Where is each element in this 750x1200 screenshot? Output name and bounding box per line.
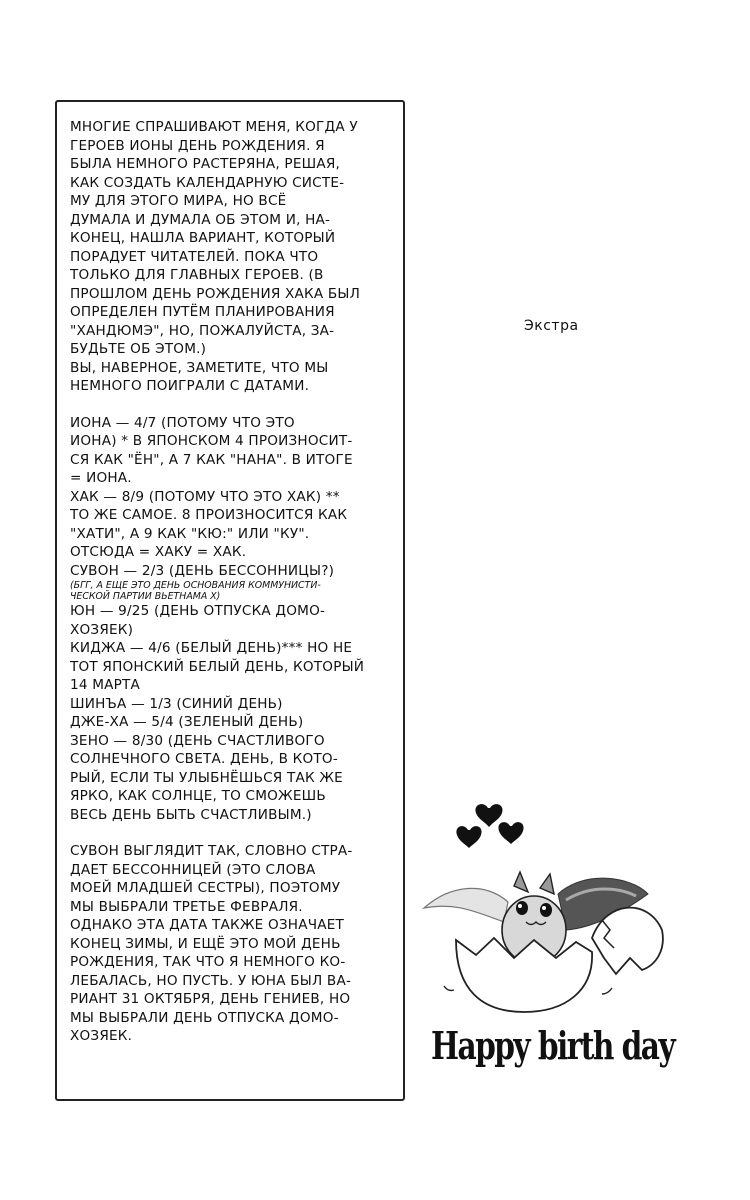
text-line: БУДЬТЕ ОБ ЭТОМ.) [70,341,207,357]
text-line: КИДЖА — 4/6 (БЕЛЫЙ ДЕНЬ)*** НО НЕ [70,640,353,656]
text-line: ЛЕБАЛАСЬ, НО ПУСТЬ. У ЮНА БЫЛ ВА- [70,972,352,989]
text-line: ХОЗЯЕК) [70,621,134,638]
eye-shine [542,906,546,910]
text-line: КОНЕЦ ЗИМЫ, И ЕЩЁ ЭТО МОЙ ДЕНЬ [70,935,341,952]
text-line: БЫЛА НЕМНОГО РАСТЕРЯНА, РЕШАЯ, [70,156,341,172]
heart-icon [475,804,502,827]
squirrel-eye [516,901,528,915]
squirrel-in-eggshell-illustration [416,790,676,1020]
text-line: ВЫ, НАВЕРНОЕ, ЗАМЕТИТЕ, ЧТО МЫ [70,359,329,376]
text-line: ИОНА) * В ЯПОНСКОМ 4 ПРОИЗНОСИТ- [70,433,353,449]
text-line: ХОЗЯЕК. [70,1028,133,1044]
heart-icon [456,826,481,848]
paragraph-suwon [70,842,402,1046]
text-line: ДЖЕ-ХА — 5/4 (ЗЕЛЕНЫЙ ДЕНЬ) [70,714,304,730]
squirrel-eye [540,903,552,917]
text-line: ГЕРОЕВ ИОНЫ ДЕНЬ РОЖДЕНИЯ. Я [70,137,325,154]
extra-label: Экстра [524,318,579,334]
text-line: РИАНТ 31 ОКТЯБРЯ, ДЕНЬ ГЕНИЕВ, НО [70,991,351,1007]
squirrel-ear [540,874,554,894]
text-line: ИОНА — 4/7 (ПОТОМУ ЧТО ЭТО [70,414,295,431]
text-line: ОТСЮДА = ХАКУ = ХАК. [70,544,247,560]
eye-shine [518,904,522,908]
text-line: СУВОН — 2/3 (ДЕНЬ БЕССОННИЦЫ?) [70,562,335,579]
text-line: МНОГИЕ СПРАШИВАЮТ МЕНЯ, КОГДА У [70,119,358,135]
text-line: НЕМНОГО ПОИГРАЛИ С ДАТАМИ. [70,378,310,394]
text-line: ШИНЪА — 1/3 (СИНИЙ ДЕНЬ) [70,695,283,712]
heart-icon [498,822,523,844]
text-line: КАК СОЗДАТЬ КАЛЕНДАРНУЮ СИСТЕ- [70,174,345,191]
text-line: "ХАНДЮМЭ", НО, ПОЖАЛУЙСТА, ЗА- [70,322,335,339]
text-line: ТО ЖЕ САМОЕ. 8 ПРОИЗНОСИТСЯ КАК [70,507,348,523]
paragraph-birthdays [70,414,402,825]
text-line: ПОРАДУЕТ ЧИТАТЕЛЕЙ. ПОКА ЧТО [70,248,319,265]
text-line: "ХАТИ", А 9 КАК "КЮ:" ИЛИ "КУ". [70,525,310,542]
text-line: МЫ ВЫБРАЛИ ТРЕТЬЕ ФЕВРАЛЯ. [70,898,303,915]
text-line: РЫЙ, ЕСЛИ ТЫ УЛЫБНЁШЬСЯ ТАК ЖЕ [70,769,343,786]
small-note-line: (БГГ, А ЕЩЕ ЭТО ДЕНЬ ОСНОВАНИЯ КОММУНИСТИ- [70,580,321,591]
text-line: ПРОШЛОМ ДЕНЬ РОЖДЕНИЯ ХАКА БЫЛ [70,285,361,302]
small-note-line: ЧЕСКОЙ ПАРТИИ ВЬЕТНАМА Х) [70,591,221,602]
text-line: МЫ ВЫБРАЛИ ДЕНЬ ОТПУСКА ДОМО- [70,1009,339,1026]
text-line: СУВОН ВЫГЛЯДИТ ТАК, СЛОВНО СТРА- [70,843,353,859]
text-line: ДАЕТ БЕССОННИЦЕЙ (ЭТО СЛОВА [70,861,316,878]
text-line: ТОЛЬКО ДЛЯ ГЛАВНЫХ ГЕРОЕВ. (В [70,267,324,283]
happy-birthday-caption: Happy birth day [431,1023,675,1068]
text-line: ХАК — 8/9 (ПОТОМУ ЧТО ЭТО ХАК) ** [70,488,340,505]
text-line: = ИОНА. [70,470,132,486]
text-line: ТОТ ЯПОНСКИЙ БЕЛЫЙ ДЕНЬ, КОТОРЫЙ [70,658,365,675]
author-note [70,118,402,1046]
text-line: ОПРЕДЕЛЕН ПУТЁМ ПЛАНИРОВАНИЯ [70,304,335,320]
paragraph-intro [70,118,402,396]
text-line: МУ ДЛЯ ЭТОГО МИРА, НО ВСЁ [70,193,287,209]
text-line: 14 МАРТА [70,677,141,693]
text-line: ДУМАЛА И ДУМАЛА ОБ ЭТОМ И, НА- [70,211,331,228]
paragraph-gap [70,396,402,414]
text-line: МОЕЙ МЛАДШЕЙ СЕСТРЫ), ПОЭТОМУ [70,880,341,896]
text-line: ЯРКО, КАК СОЛНЦЕ, ТО СМОЖЕШЬ [70,788,326,804]
text-line: СЯ КАК "ЁН", А 7 КАК "НАНА". В ИТОГЕ [70,451,353,468]
motion-mark [602,988,612,994]
text-line: ОДНАКО ЭТА ДАТА ТАКЖЕ ОЗНАЧАЕТ [70,917,345,933]
squirrel-ear [514,872,528,892]
text-line: РОЖДЕНИЯ, ТАК ЧТО Я НЕМНОГО КО- [70,954,346,970]
text-line: ЗЕНО — 8/30 (ДЕНЬ СЧАСТЛИВОГО [70,732,325,749]
paragraph-gap [70,824,402,842]
text-line: ЮН — 9/25 (ДЕНЬ ОТПУСКА ДОМО- [70,603,326,619]
left-wing [424,888,508,922]
text-line: КОНЕЦ, НАШЛА ВАРИАНТ, КОТОРЫЙ [70,230,336,246]
text-line: СОЛНЕЧНОГО СВЕТА. ДЕНЬ, В КОТО- [70,751,338,767]
eggshell-bottom [456,938,592,1012]
motion-mark [444,986,454,991]
text-line: ВЕСЬ ДЕНЬ БЫТЬ СЧАСТЛИВЫМ.) [70,806,312,823]
